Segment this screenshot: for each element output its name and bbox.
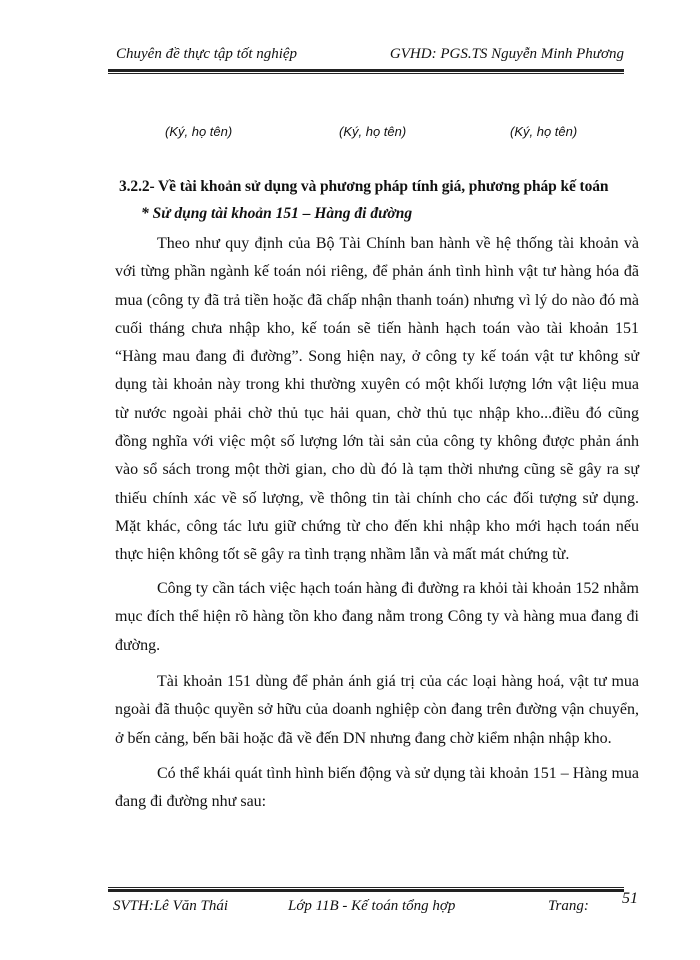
paragraph-text: Theo như quy định của Bộ Tài Chính ban hành về hệ thống tài khoản và với từng phần ngành kế toán nói riêng, để phản ánh tình hình vật tư hàng hóa đã mua (công ty đã trả tiền hoặc đã chấp nhận thanh toán) nhưng vì lý do nào đó mà cuối tháng chưa nhập kho, kế toán sẽ tiến hành hạch toán vào tài khoản 151 “Hàng mau đang đi đường”. Song hiện nay, ở công ty kế toán vật tư không sử dụng tài khoản này trong khi thường xuyên có một khối lượng lớn vật liệu mua từ nước ngoài phải chờ thủ tục hải quan, chờ thủ tục nhập kho...điều đó cũng đồng nghĩa với việc một số lượng lớn tài sản của công ty không được phản ánh vào sổ sách trong một thời gian, cho dù đó là tạm thời nhưng cũng sẽ gây ra sự thiếu chính xác về số lượng, về thông tin tài chính cho các đối tượng sử dụng. Mặt khác, công tác lưu giữ chứng từ cho đến khi nhập kho mới hạch toán nếu thực hiện không tốt sẽ gây ra tình trạng nhầm lẫn và mất mát chứng từ. (115, 235, 639, 564)
subsection-heading: * Sử dụng tài khoản 151 – Hàng đi đường (141, 205, 413, 222)
paragraph-text: Tài khoản 151 dùng để phản ánh giá trị của các loại hàng hoá, vật tư mua ngoài đã thuộc quyền sở hữu của doanh nghiệp còn đang trên đường vận chuyển, ở bến cảng, bến bãi hoặc đã về đến DN nhưng đang chờ kiểm nhận nhập kho. (115, 673, 639, 747)
body-paragraph-4 (115, 760, 639, 817)
header-rule (108, 69, 624, 74)
header-course-title: Chuyên đề thực tập tốt nghiệp (116, 46, 298, 62)
footer-class: Lớp 11B - Kế toán tổng hợp (288, 898, 456, 914)
paragraph-text: Có thể khái quát tình hình biến động và sử dụng tài khoản 151 – Hàng mua đang đi đường như sau: (115, 765, 639, 811)
page-header (108, 44, 624, 68)
footer-rule (108, 887, 624, 892)
body-paragraph-3 (115, 668, 639, 753)
header-advisor: GVHD: PGS.TS Nguyễn Minh Phương (389, 46, 624, 62)
footer-student: SVTH:Lê Văn Thái (113, 898, 229, 914)
page-number: 51 (622, 890, 638, 907)
signature-placeholder-3: (Ký, họ tên) (510, 124, 578, 139)
paragraph-text: Công ty cần tách việc hạch toán hàng đi đường ra khỏi tài khoản 152 nhằm mục đích thể hiện rõ hàng tồn kho đang nằm trong Công ty và hàng mua đang đi đường. (115, 580, 639, 654)
section-heading: 3.2.2- Về tài khoản sử dụng và phương pháp tính giá, phương pháp kế toán (119, 178, 609, 195)
signature-placeholder-1: (Ký, họ tên) (165, 124, 233, 139)
body-paragraph-1 (115, 230, 639, 570)
body-paragraph-2 (115, 575, 639, 660)
signature-placeholder-2: (Ký, họ tên) (339, 124, 407, 139)
footer-page-label: Trang: (548, 898, 589, 914)
